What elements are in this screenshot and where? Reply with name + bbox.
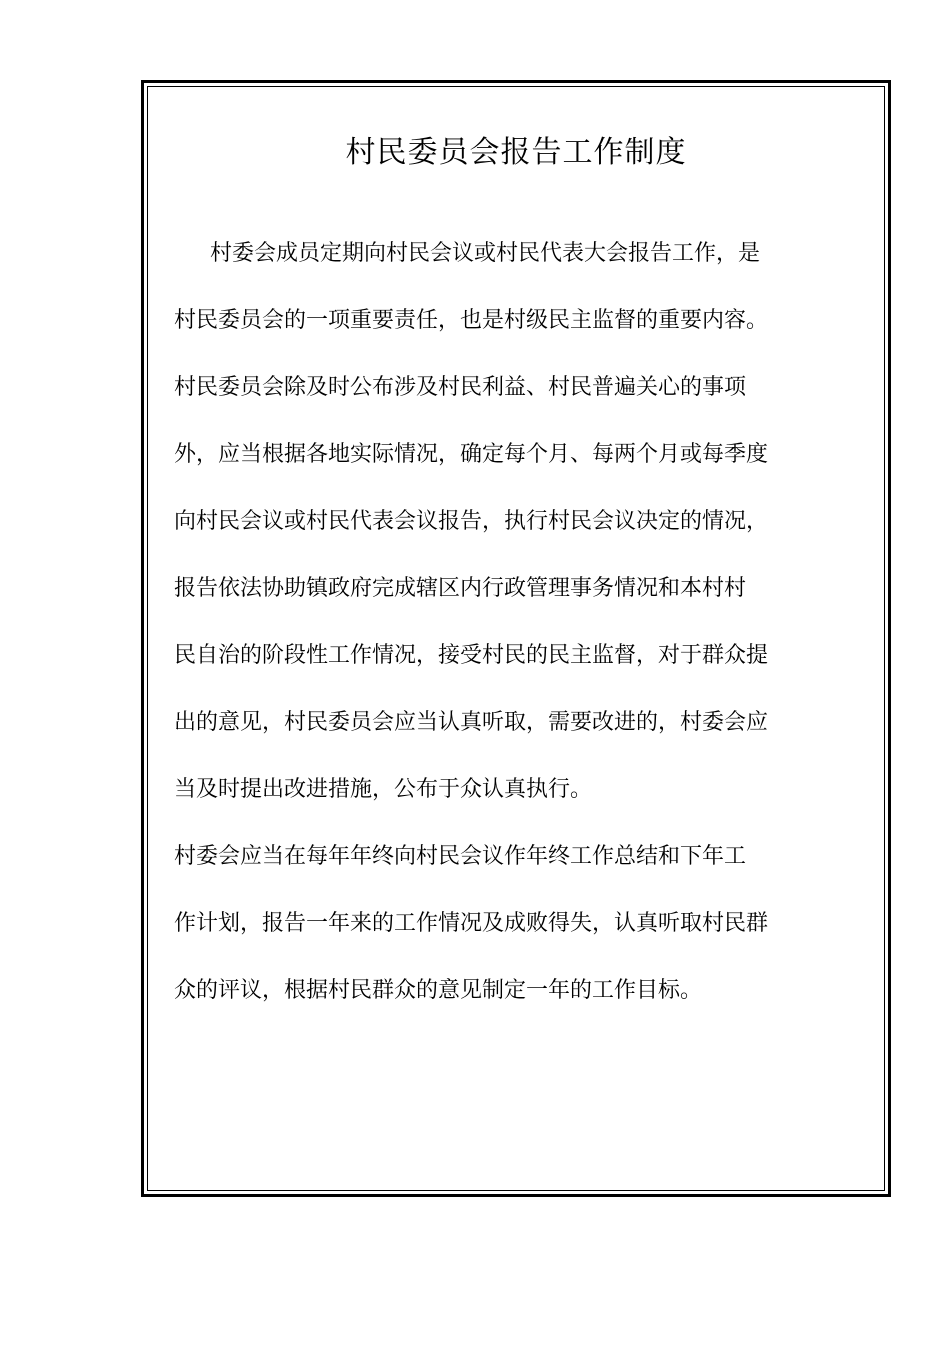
paragraph-line: 报告依法协助镇政府完成辖区内行政管理事务情况和本村村	[174, 576, 747, 601]
paragraph-line: 众的评议，根据村民群众的意见制定一年的工作目标。	[174, 978, 703, 1003]
document-frame	[141, 80, 891, 1197]
paragraph-line: 外，应当根据各地实际情况，确定每个月、每两个月或每季度	[174, 442, 769, 467]
paragraph-line: 当及时提出改进措施，公布于众认真执行。	[174, 777, 593, 802]
paragraph-line: 村委会成员定期向村民会议或村民代表大会报告工作，是	[210, 241, 761, 266]
document-title: 村民委员会报告工作制度	[345, 135, 687, 170]
paragraph-line: 民自治的阶段性工作情况，接受村民的民主监督，对于群众提	[174, 643, 769, 668]
paragraph-line: 村民委员会除及时公布涉及村民利益、村民普遍关心的事项	[174, 375, 747, 400]
paragraph-line: 出的意见，村民委员会应当认真听取，需要改进的，村委会应	[174, 710, 769, 735]
paragraph-line: 村民委员会的一项重要责任，也是村级民主监督的重要内容。	[174, 308, 769, 333]
paragraph-line: 向村民会议或村民代表会议报告，执行村民会议决定的情况，	[174, 509, 769, 534]
document-inner-border	[147, 86, 885, 1191]
paragraph-line: 村委会应当在每年年终向村民会议作年终工作总结和下年工	[174, 844, 747, 869]
paragraph-line: 作计划，报告一年来的工作情况及成败得失，认真听取村民群	[174, 911, 769, 936]
